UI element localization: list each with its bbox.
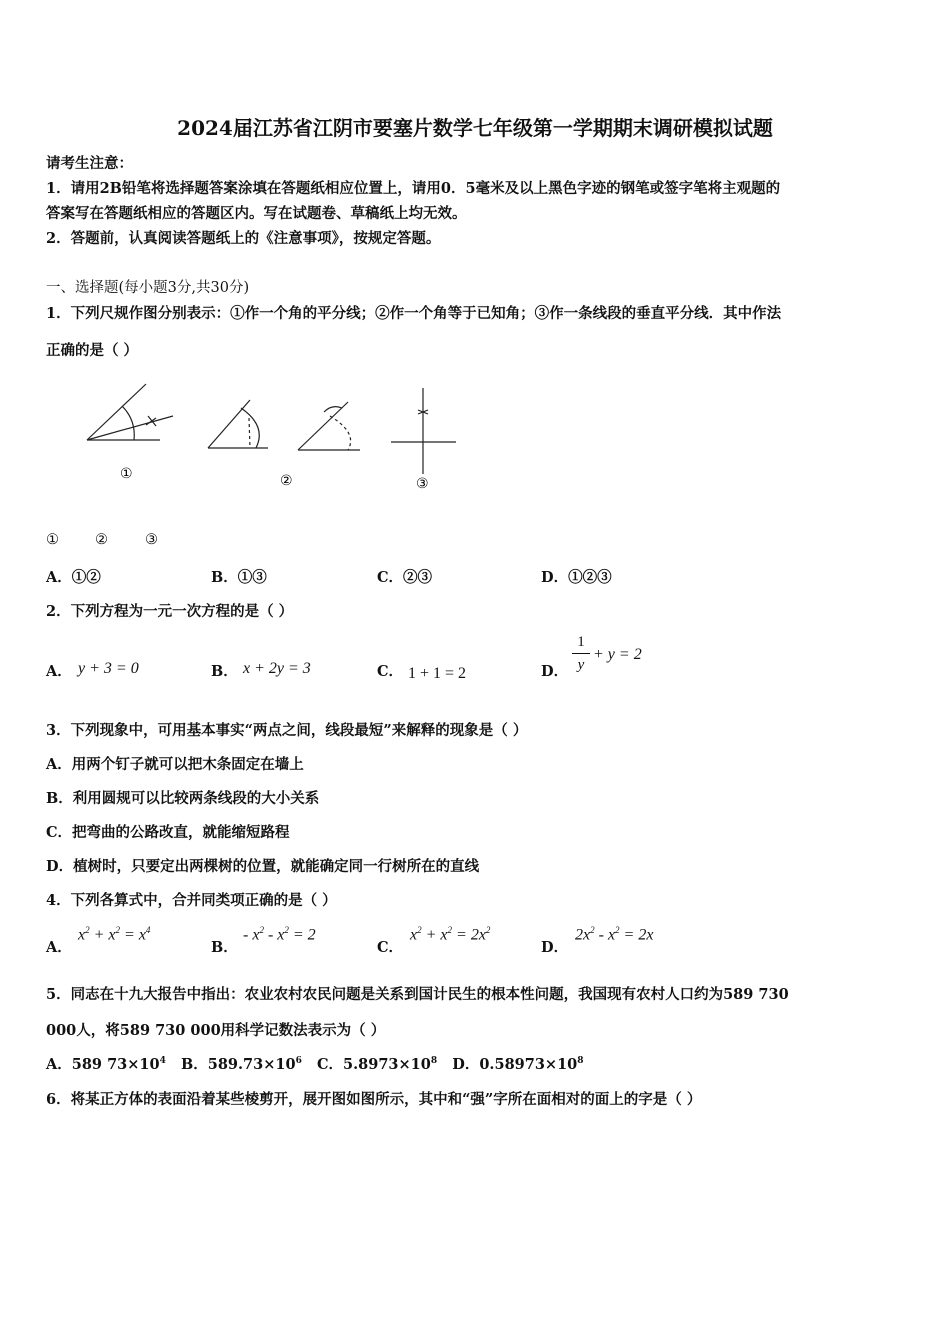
notice-line-1: 1．请用2B铅笔将选择题答案涂填在答题纸相应位置上，请用0．5毫米及以上黑色字迹的钢笔或签字笔将主观题的: [46, 180, 781, 197]
fraction-numerator: 1: [577, 634, 585, 650]
q4-label-c: C．: [377, 939, 404, 956]
figure-1-angle-bisector: [87, 384, 173, 440]
notice-heading: 请考生注意：: [46, 155, 133, 172]
q2-equation-b: x + 2y = 3: [243, 660, 311, 677]
q5-text-cont: 000人，将589 730 000用科学记数法表示为（ ）: [46, 1022, 386, 1039]
q4-expression-a: $x^2 + x^2 = x^4$: [78, 925, 151, 944]
q5-text: 5．同志在十九大报告中指出：农业农村农民问题是关系到国计民生的根本性问题，我国现有农村人口约为589 730: [46, 986, 789, 1003]
q4-label-a: A．: [46, 939, 72, 956]
q3-option-c: C．把弯曲的公路改直，就能缩短路程: [46, 824, 290, 841]
q2-equation-c: 1 + 1 = 2: [408, 665, 467, 682]
figure-label-1: ①: [120, 466, 133, 482]
q2-equation-a: y + 3 = 0: [78, 660, 139, 677]
q2-equation-d-rest: + y = 2: [593, 646, 642, 663]
figure-3-perpendicular-bisector: [391, 388, 456, 474]
figure-2b-angle: [298, 402, 360, 450]
q4-label-b: B．: [211, 939, 238, 956]
q2-label-c: C．: [377, 663, 404, 680]
q4-expression-d: $2x^2 - x^2 = 2x$: [575, 925, 654, 944]
q6-text: 6．将某正方体的表面沿着某些棱剪开，展开图如图所示，其中和“强”字所在面相对的面上的字是（ ）: [46, 1091, 702, 1108]
figure-label-2: ②: [280, 473, 293, 489]
notice-line-1b: 答案写在答题纸相应的答题区内。写在试题卷、草稿纸上均无效。: [46, 205, 467, 222]
q5-options: A．589 $73\times 10^4$ B．$589.73\times 10^6$ C．$5.8973\times 10^8$ D．$0.58973\times 10^8$: [46, 1056, 584, 1073]
fraction-bar: [572, 653, 590, 654]
q3-text: 3．下列现象中，可用基本事实“两点之间，线段最短”来解释的现象是（ ）: [46, 722, 528, 739]
section-heading: 一、选择题(每小题3分,共30分): [46, 280, 250, 296]
q1-option-c: C．②③: [377, 569, 433, 586]
q2-fraction: [572, 633, 590, 674]
page-title: 2024届江苏省江阴市要塞片数学七年级第一学期期末调研模拟试题: [177, 116, 773, 140]
q1-mark-1: ①: [46, 532, 59, 548]
q2-label-a: A．: [46, 663, 72, 680]
q1-text-cont: 正确的是（ ）: [46, 342, 139, 359]
q1-text: 1．下列尺规作图分别表示：①作一个角的平分线；②作一个角等于已知角；③作一条线段的垂直平分线．其中作法: [46, 305, 782, 322]
q3-option-d: D．植树时，只要定出两棵树的位置，就能确定同一行树所在的直线: [46, 858, 480, 875]
q4-label-d: D．: [541, 939, 569, 956]
q3-option-a: A．用两个钉子就可以把木条固定在墙上: [46, 756, 304, 773]
q2-text: 2．下列方程为一元一次方程的是（ ）: [46, 603, 294, 620]
q3-option-b: B．利用圆规可以比较两条线段的大小关系: [46, 790, 320, 807]
q1-option-b: B．①③: [211, 569, 267, 586]
q4-expression-b: - $x^2 - x^2 = 2$: [243, 925, 316, 944]
q1-construction-figure: [80, 378, 480, 496]
q2-label-d: D．: [541, 663, 569, 680]
q1-mark-3: ③: [145, 532, 158, 548]
q1-mark-2: ②: [95, 532, 108, 548]
q4-text: 4．下列各算式中，合并同类项正确的是（ ）: [46, 892, 337, 909]
q4-expression-c: $x^2 + x^2 = 2x^2$: [410, 925, 491, 944]
figure-2a-angle: [208, 400, 268, 448]
notice-line-2: 2．答题前，认真阅读答题纸上的《注意事项》，按规定答题。: [46, 230, 441, 247]
figure-label-3: ③: [416, 476, 429, 492]
q1-option-a: A．①②: [46, 569, 101, 586]
q2-label-b: B．: [211, 663, 238, 680]
q1-option-d: D．①②③: [541, 569, 612, 586]
fraction-denominator: y: [577, 657, 585, 673]
